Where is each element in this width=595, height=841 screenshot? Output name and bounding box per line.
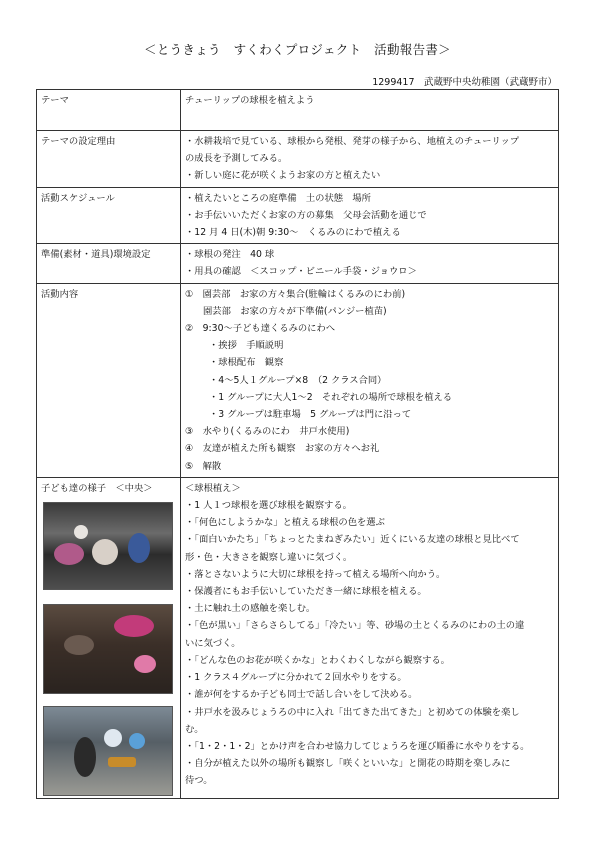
text-line: ⑤ 解散	[185, 460, 222, 472]
text-line: ・植えたいところの庭準備 土の状態 場所	[185, 192, 371, 204]
text-line: ・4～5人１グループ×8 （2 クラス合同）	[209, 374, 387, 386]
row-reason	[37, 131, 559, 188]
row-content	[181, 131, 559, 188]
text-line: ・「何色にしようかな」と植える球根の色を選ぶ	[185, 517, 385, 529]
text-line: ・「面白いかたち」「ちょっとたまねぎみたい」近くにいる友達の球根と見比べて	[185, 534, 520, 546]
text-line: ・水耕栽培で見ている、球根から発根、発芽の様子から、地植えのチューリップ	[185, 136, 520, 147]
photo-watering	[43, 706, 173, 796]
text-line: ・挨拶 手順説明	[209, 340, 284, 352]
report-title: ＜とうきょう すくわくプロジェクト 活動報告書＞	[144, 42, 451, 57]
text-line: ・1 グループに大人1～2 それぞれの場所で球根を植える	[209, 391, 453, 403]
photo-children-group	[43, 502, 173, 590]
row-theme	[37, 90, 559, 131]
text-line: ・用具の確認 ＜スコップ・ビニール手袋・ジョウロ＞	[185, 266, 417, 278]
row-content	[181, 283, 559, 477]
row-content	[181, 187, 559, 244]
text-line: ・「1・2・1・2」とかけ声を合わせ協力してじょうろを運び順番に水やりをする。	[185, 740, 530, 752]
row-label: テーマ	[37, 90, 181, 131]
text-line: ・新しい庭に花が咲くようお家の方と植えたい	[185, 170, 381, 182]
text-line: ・井戸水を汲みじょうろの中に入れ「出てきた出てきた」と初めての体験を楽し	[185, 706, 520, 718]
text-line: ・落とさないように大切に球根を持って植える場所へ向かう。	[185, 568, 446, 580]
text-line: 待つ。	[185, 775, 213, 787]
text-line: いに気づく。	[185, 637, 241, 649]
text-line: ④ 友達が植えた所も観察 お家の方々へお礼	[185, 443, 380, 455]
text-line: ・球根の発注 40 球	[185, 249, 275, 261]
row-label: 活動内容	[37, 283, 181, 477]
report-table	[36, 89, 559, 799]
text-line: ・自分が植えた以外の場所も観察し「咲くといいな」と開花の時期を楽しみに	[185, 758, 511, 770]
row-content	[181, 477, 559, 798]
text-line: ① 園芸部 お家の方々集合(駐輪はくるみのにわ前)	[185, 288, 406, 300]
text-line: ・お手伝いいただくお家の方の募集 父母会活動を通じで	[185, 209, 427, 221]
row-content	[181, 244, 559, 283]
row-label: 活動スケジュール	[37, 187, 181, 244]
text-line: ・誰が何をするか子ども同士で話し合いをして決める。	[185, 689, 418, 701]
text-line: ・12 月 4 日(木)朝 9:30～ くるみのにわで植える	[185, 227, 401, 239]
text-line: チューリップの球根を植えよう	[185, 95, 315, 106]
text-line: の成長を予測してみる。	[185, 153, 288, 165]
row-label: 準備(素材・道具)環境設定	[37, 244, 181, 283]
text-line: ・「色が黒い」「さらさらしてる」「冷たい」等、砂場の土とくるみのにわの土の違	[185, 620, 525, 632]
row-label: テーマの設定理由	[37, 131, 181, 188]
text-line: ・保護者にもお手伝いしていただき一緒に球根を植える。	[185, 586, 427, 598]
row-children	[37, 477, 559, 798]
text-line: ② 9:30～子ども達くるみのにわへ	[185, 323, 336, 335]
text-line: ＜球根植え＞	[185, 482, 241, 494]
text-line: ・1 クラス４グループに分かれて２回水やりをする。	[185, 672, 407, 684]
row-schedule	[37, 187, 559, 244]
text-line: む。	[185, 723, 204, 735]
text-line: ・球根配布 観察	[209, 357, 284, 369]
row-content-plan	[37, 283, 559, 477]
row-label: 子ども達の様子 ＜中央＞	[41, 482, 153, 494]
text-line: 形・色・大きさを観察し違いに気づく。	[185, 551, 353, 563]
row-label-with-photos	[37, 477, 181, 798]
text-line: 園芸部 お家の方々が下準備(パンジー植苗)	[203, 305, 387, 317]
school-id-name: 1299417 武蔵野中央幼稚園（武蔵野市）	[372, 77, 557, 88]
text-line: ③ 水やり(くるみのにわ 井戸水使用)	[185, 426, 350, 438]
text-line: ・「どんな色のお花が咲くかな」とわくわくしながら観察する。	[185, 654, 450, 666]
text-line: ・土に触れ土の感触を楽しむ。	[185, 603, 316, 615]
row-prep	[37, 244, 559, 283]
text-line: ・3 グループは駐車場 5 グループは門に沿って	[209, 409, 412, 421]
text-line: ・1 人１つ球根を選び球根を観察する。	[185, 500, 352, 512]
row-content	[181, 90, 559, 131]
photo-planting-bulbs	[43, 604, 173, 694]
